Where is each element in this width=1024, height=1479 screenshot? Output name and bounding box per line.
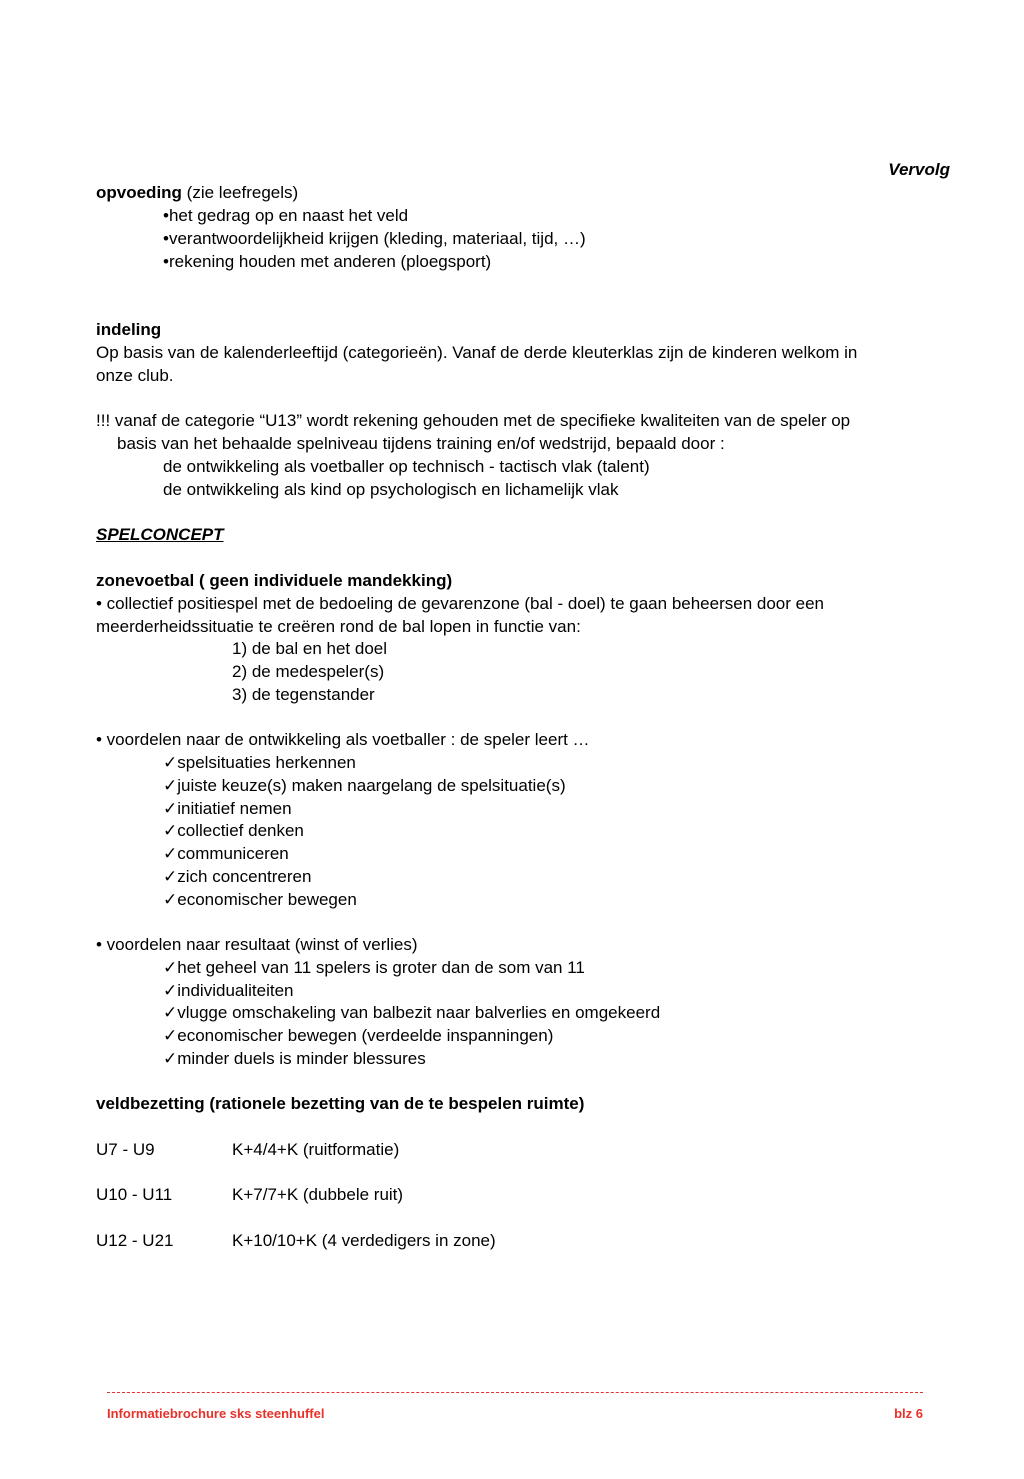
vervolg-label: Vervolg [888,160,950,179]
formation-age: U12 - U21 [96,1231,174,1250]
formation-value: K+4/4+K (ruitformatie) [232,1140,400,1159]
checklist-item: ✓individualiteiten [163,981,294,1000]
zonevoetbal-heading: zonevoetbal ( geen individuele mandekking) [96,571,453,590]
opvoeding-note: (zie leefregels) [181,183,299,202]
zonevoetbal-text-line: meerderheidssituatie te creëren rond de bal lopen in functie van: [96,617,581,636]
checklist-item: ✓initiatief nemen [163,799,292,818]
indeling-note-line: !!! vanaf de categorie “U13” wordt rekening gehouden met de specifieke kwaliteiten van de speler op [96,411,851,430]
advantages-development-heading: • voordelen naar de ontwikkeling als voetballer : de speler leert … [96,730,590,749]
footer-divider [107,1392,923,1393]
checklist-item: ✓zich concentreren [163,867,312,886]
checklist-item: ✓communiceren [163,844,289,863]
opvoeding-heading: opvoeding [96,183,182,202]
indeling-paragraph-line: onze club. [96,366,174,385]
function-item: 2) de medespeler(s) [232,662,385,681]
zonevoetbal-text-line: • collectief positiespel met de bedoeling de gevarenzone (bal - doel) te gaan beheersen door een [96,594,824,613]
formation-age: U10 - U11 [96,1185,173,1204]
advantages-result-heading: • voordelen naar resultaat (winst of verlies) [96,935,418,954]
function-item: 3) de tegenstander [232,685,375,704]
opvoeding-item: •verantwoordelijkheid krijgen (kleding, materiaal, tijd, …) [163,229,586,248]
opvoeding-line [96,182,298,204]
footer-title: Informatiebrochure sks steenhuffel [107,1406,325,1421]
checklist-item: ✓collectief denken [163,821,304,840]
spelconcept-heading: SPELCONCEPT [96,525,224,544]
function-item: 1) de bal en het doel [232,639,388,658]
indeling-sub-item: de ontwikkeling als kind op psychologisch en lichamelijk vlak [163,480,619,499]
checklist-item: ✓economischer bewegen (verdeelde inspanningen) [163,1026,554,1045]
opvoeding-item: •het gedrag op en naast het veld [163,206,409,225]
formation-age: U7 - U9 [96,1140,155,1159]
checklist-item: ✓minder duels is minder blessures [163,1049,426,1068]
footer-page-number: blz 6 [894,1406,923,1421]
indeling-heading: indeling [96,320,162,339]
indeling-paragraph-line: Op basis van de kalenderleeftijd (categorieën). Vanaf de derde kleuterklas zijn de kinderen welkom in [96,343,858,362]
checklist-item: ✓economischer bewegen [163,890,357,909]
formation-value: K+7/7+K (dubbele ruit) [232,1185,404,1204]
opvoeding-item: •rekening houden met anderen (ploegsport) [163,252,492,271]
checklist-item: ✓spelsituaties herkennen [163,753,356,772]
checklist-item: ✓juiste keuze(s) maken naargelang de spelsituatie(s) [163,776,566,795]
indeling-sub-item: de ontwikkeling als voetballer op technisch - tactisch vlak (talent) [163,457,650,476]
checklist-item: ✓vlugge omschakeling van balbezit naar balverlies en omgekeerd [163,1003,661,1022]
formation-value: K+10/10+K (4 verdedigers in zone) [232,1231,496,1250]
indeling-note-line: basis van het behaalde spelniveau tijdens training en/of wedstrijd, bepaald door : [117,434,725,453]
checklist-item: ✓het geheel van 11 spelers is groter dan de som van 11 [163,958,585,977]
veldbezetting-heading: veldbezetting (rationele bezetting van de te bespelen ruimte) [96,1094,585,1113]
